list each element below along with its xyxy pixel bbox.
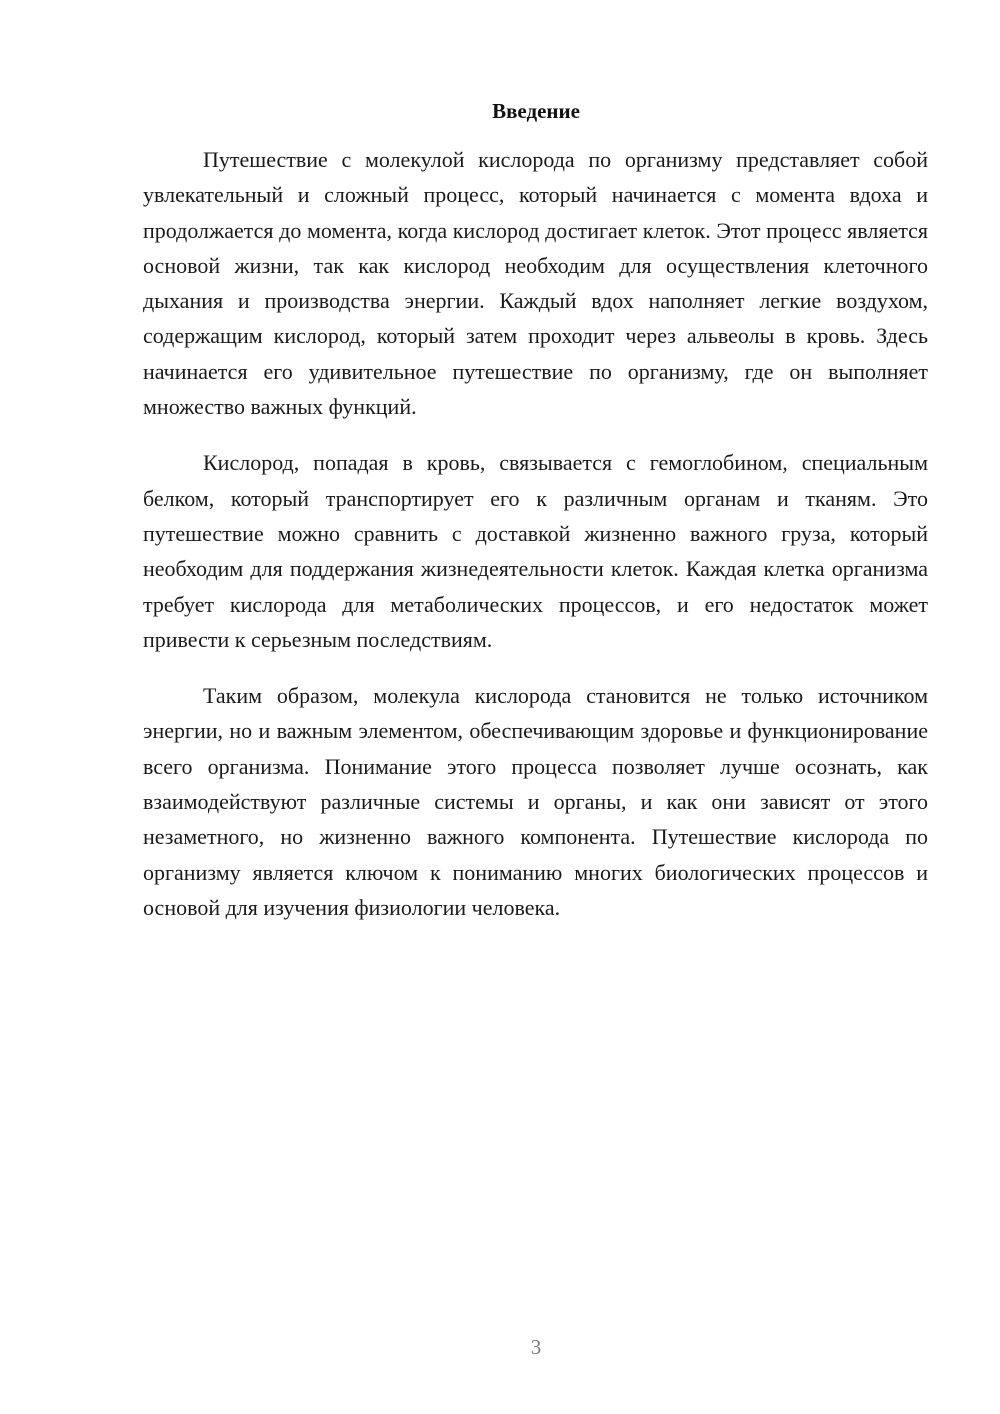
paragraph-3: Таким образом, молекула кислорода становится не только источником энергии, но и важным элементом, обеспечивающим здоровье и функционирование всего организма. Понимание этого процесса позволяет лучше осознать, как взаимодействуют различные системы и органы, и как они зависят от этого незаметного, но жизненно важного компонента. Путешествие кислорода по организму является ключом к пониманию многих биологических процессов и основой для изучения физиологии человека. — [143, 683, 928, 920]
page-number: 3 — [530, 1335, 542, 1359]
section-title: Введение — [492, 99, 580, 123]
body-text — [143, 142, 928, 946]
paragraph-1: Путешествие с молекулой кислорода по организму представляет собой увлекательный и сложный процесс, который начинается с момента вдоха и продолжается до момента, когда кислород достигает клеток. Этот процесс является основой жизни, так как кислород необходим для осуществления клеточного дыхания и производства энергии. Каждый вдох наполняет легкие воздухом, содержащим кислород, который затем проходит через альвеолы в кровь. Здесь начинается его удивительное путешествие по организму, где он выполняет множество важных функций. — [143, 147, 928, 420]
paragraph-2: Кислород, попадая в кровь, связывается с гемоглобином, специальным белком, который транспортирует его к различным органам и тканям. Это путешествие можно сравнить с доставкой жизненно важного груза, который необходим для поддержания жизнедеятельности клеток. Каждая клетка организма требует кислорода для метаболических процессов, и его недостаток может привести к серьезным последствиям. — [143, 450, 928, 652]
